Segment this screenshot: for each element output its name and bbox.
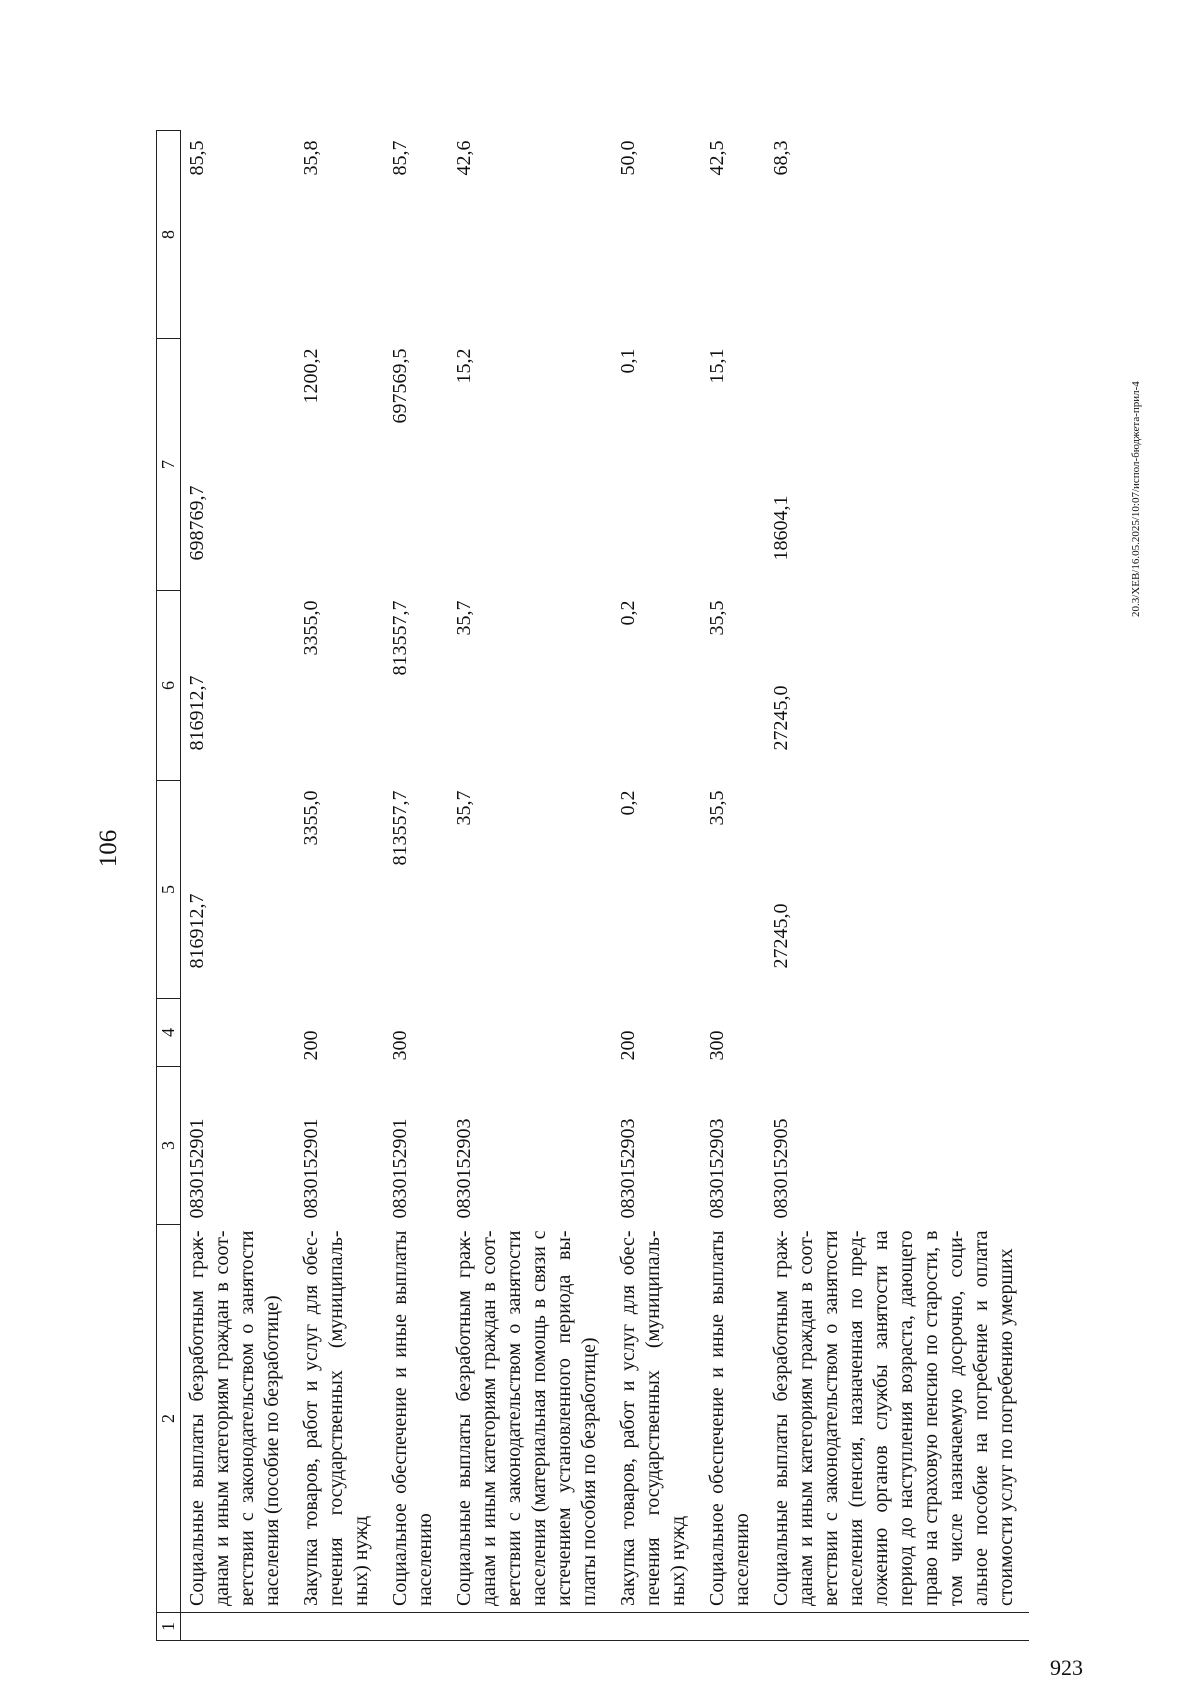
header-row bbox=[157, 131, 181, 1641]
row-value-8: 50,0 bbox=[616, 140, 639, 176]
row-index-cell bbox=[612, 1613, 701, 1641]
row-index-cell bbox=[765, 1613, 1029, 1641]
row-value-8: 42,5 bbox=[705, 140, 728, 176]
row-code: 0830152901 bbox=[388, 1118, 411, 1219]
row-type: 300 bbox=[705, 1030, 728, 1061]
row-value-7: 18604,1 bbox=[769, 495, 792, 561]
leaf-number: 923 bbox=[1050, 1655, 1083, 1680]
column-header-5: 5 bbox=[157, 781, 181, 999]
row-name: Закупка товаров, работ и услуг для обес-печения государственных (муниципаль-ных) нужд bbox=[299, 1230, 372, 1606]
row-code: 0830152905 bbox=[769, 1118, 792, 1219]
row-index-cell bbox=[180, 1613, 295, 1641]
row-type: 300 bbox=[388, 1030, 411, 1061]
row-value-5: 27245,0 bbox=[769, 903, 792, 969]
column-header-6: 6 bbox=[157, 591, 181, 781]
row-value-8: 35,8 bbox=[299, 140, 322, 176]
row-value-7: 15,1 bbox=[705, 348, 728, 384]
row-code: 0830152903 bbox=[705, 1118, 728, 1219]
row-index-cell bbox=[448, 1613, 612, 1641]
row-type: 200 bbox=[299, 1030, 322, 1061]
row-value-6: 35,7 bbox=[452, 600, 475, 636]
row-value-8: 85,7 bbox=[388, 140, 411, 176]
row-index-cell bbox=[295, 1613, 384, 1641]
row-type: 200 bbox=[616, 1030, 639, 1061]
table-row bbox=[701, 131, 765, 1641]
row-index-cell bbox=[384, 1613, 448, 1641]
row-code: 0830152901 bbox=[299, 1118, 322, 1219]
document-footer-code: 20.3/XEB/16.05.2025/10:07/испол-бюджета-прил-4 bbox=[1130, 381, 1142, 617]
row-value-6: 0,2 bbox=[616, 600, 639, 626]
row-value-6: 813557,7 bbox=[388, 600, 411, 676]
row-value-5: 35,5 bbox=[705, 790, 728, 826]
budget-table bbox=[156, 130, 1029, 1641]
column-header-7: 7 bbox=[157, 339, 181, 591]
row-value-5: 813557,7 bbox=[388, 790, 411, 866]
table-row bbox=[612, 131, 701, 1641]
row-code: 0830152903 bbox=[452, 1118, 475, 1219]
row-name: Социальное обеспечение и иные выплаты населению bbox=[388, 1230, 436, 1606]
row-value-7: 697569,5 bbox=[388, 348, 411, 424]
row-type bbox=[180, 999, 295, 1067]
row-type bbox=[448, 999, 612, 1067]
row-value-5: 0,2 bbox=[616, 790, 639, 816]
row-value-7: 0,1 bbox=[616, 348, 639, 374]
table-row bbox=[180, 131, 295, 1641]
row-name: Закупка товаров, работ и услуг для обес-печения государственных (муниципаль-ных) нужд bbox=[616, 1230, 689, 1606]
row-value-7: 698769,7 bbox=[185, 485, 208, 561]
row-value-5: 35,7 bbox=[452, 790, 475, 826]
page-number: 106 bbox=[95, 829, 122, 868]
column-header-1: 1 bbox=[157, 1613, 181, 1641]
table-row bbox=[384, 131, 448, 1641]
column-header-3: 3 bbox=[157, 1067, 181, 1225]
row-type bbox=[765, 999, 1029, 1067]
table-row bbox=[295, 131, 384, 1641]
row-value-8: 42,6 bbox=[452, 140, 475, 176]
row-name: Социальное обеспечение и иные выплаты населению bbox=[705, 1230, 753, 1606]
column-header-4: 4 bbox=[157, 999, 181, 1067]
row-value-5: 816912,7 bbox=[185, 893, 208, 969]
table-row bbox=[765, 131, 1029, 1641]
row-value-6: 27245,0 bbox=[769, 685, 792, 751]
row-value-7: 1200,2 bbox=[299, 348, 322, 404]
row-value-6: 816912,7 bbox=[185, 675, 208, 751]
row-index-cell bbox=[701, 1613, 765, 1641]
row-code: 0830152903 bbox=[616, 1118, 639, 1219]
row-name: Социальные выплаты безработным граж-данам и иным категориям граждан в соот-ветствии с законодательством о занятости населения (материальная помощь в связи с истечением установленного периода вы-платы пособия по безработице) bbox=[452, 1230, 600, 1606]
row-name: Социальные выплаты безработным граж-данам и иным категориям граждан в соот-ветствии с законодательством о занятости населения (пособие по безработице) bbox=[185, 1230, 283, 1606]
row-value-6: 3355,0 bbox=[299, 600, 322, 656]
column-header-2: 2 bbox=[157, 1225, 181, 1613]
row-value-6: 35,5 bbox=[705, 600, 728, 636]
row-value-8: 68,3 bbox=[769, 140, 792, 176]
row-name: Социальные выплаты безработным граж-данам и иным категориям граждан в соот-ветствии с законодательством о занятости населения (пенсия, назначенная по пред-ложению органов службы занятости на период до наступления возраста, дающего право на страховую пенсию по старости, в том числе назначаемую досрочно, соци-альное пособие на погребение и оплата стоимости услуг по погребению умерших bbox=[769, 1230, 1017, 1606]
row-code: 0830152901 bbox=[185, 1118, 208, 1219]
table-row bbox=[448, 131, 612, 1641]
row-value-5: 3355,0 bbox=[299, 790, 322, 846]
row-value-8: 85,5 bbox=[185, 140, 208, 176]
column-header-8: 8 bbox=[157, 131, 181, 339]
row-value-7: 15,2 bbox=[452, 348, 475, 384]
